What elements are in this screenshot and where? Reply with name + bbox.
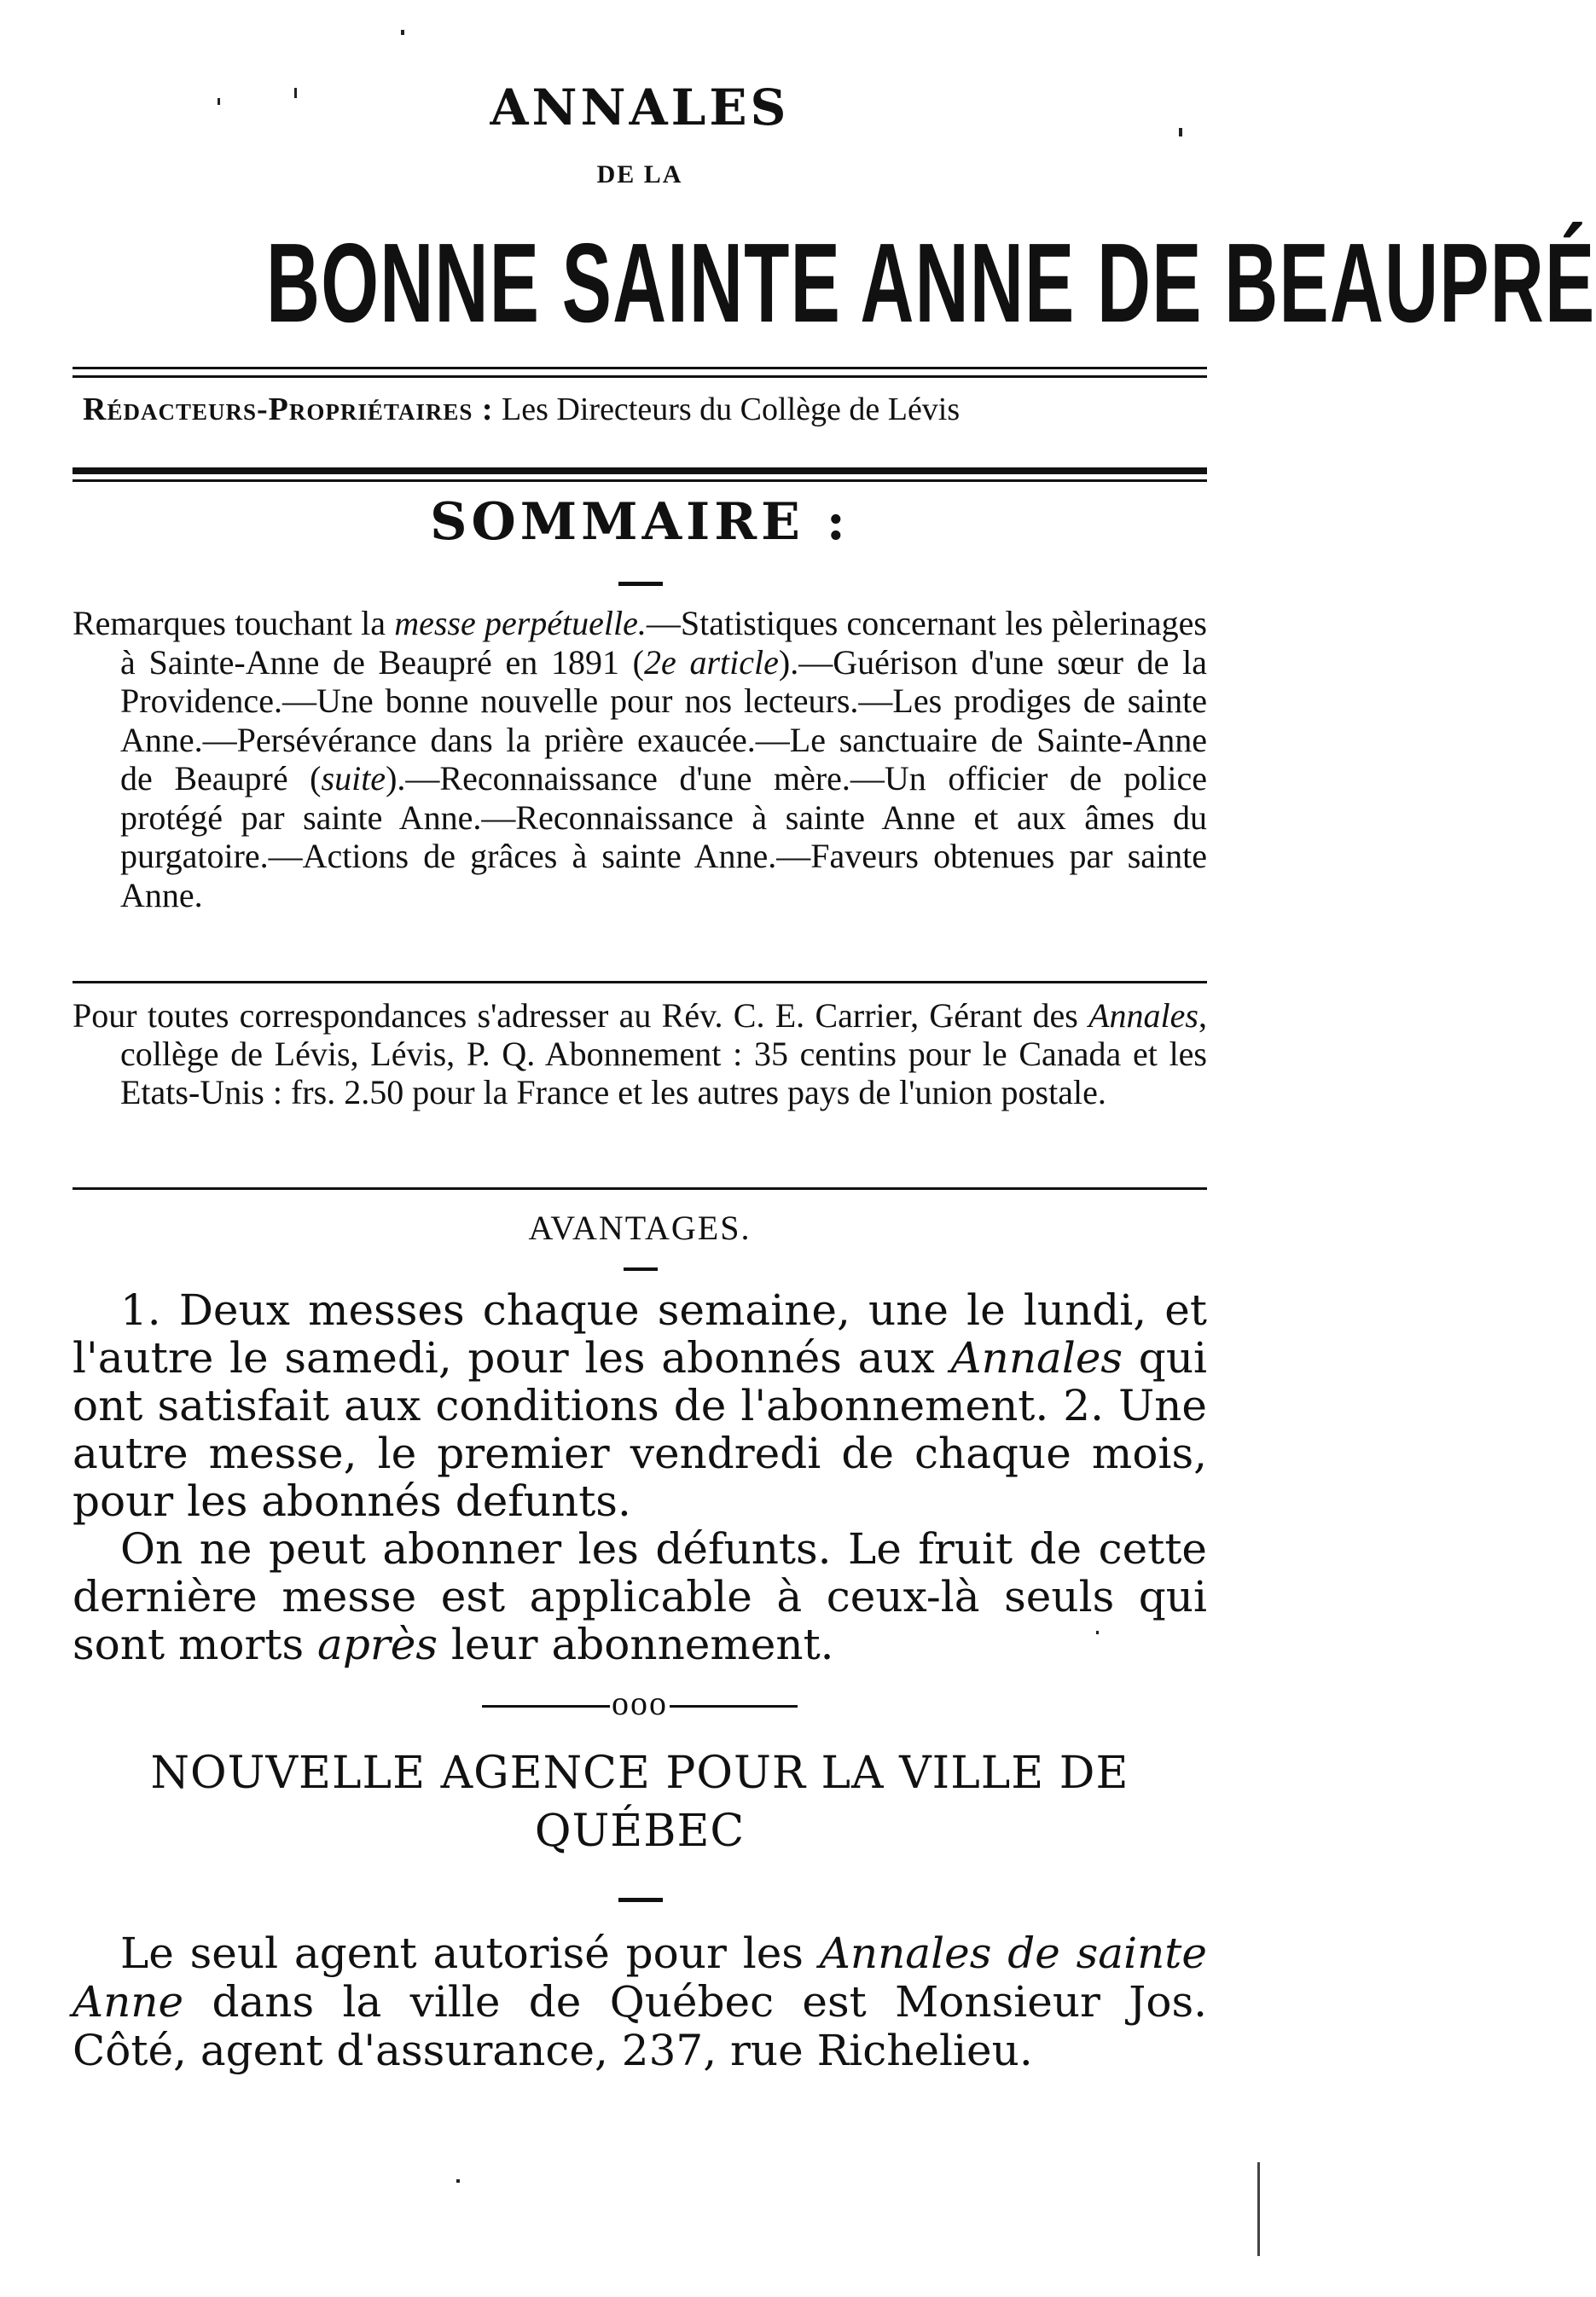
editors-label: Rédacteurs-Propriétaires : xyxy=(83,392,494,427)
speck xyxy=(456,2179,460,2183)
speck xyxy=(218,98,220,105)
speck xyxy=(1257,2162,1260,2256)
sommaire-italic-1: messe perpétuelle. xyxy=(394,604,647,642)
correspondance-text-2: , collège de Lévis, Lévis, P. Q. Abonnement : 35 centins pour le Canada et les Etats-Unis : frs. 2.50 pour la France et les autres pays de l'union postale. xyxy=(120,996,1207,1111)
agence-text-a: Le seul agent autorisé pour les xyxy=(120,1929,820,1978)
sommaire-text-3: ).—Guérison d'une sœur de la Providence.—Une bonne nouvelle pour nos lecteurs.—Les prodiges de sainte Anne.—Persévérance dans la prière exaucée.—Le sanctuaire de Sainte-Anne de Beaupré ( xyxy=(120,642,1207,798)
sommaire-text-4: ).—Reconnaissance d'une mère.—Un officier de police protégé par sainte Anne.—Reconnaissance à sainte Anne et aux âmes du purgatoire.—Actions de grâces à sainte Anne.—Faveurs obtenues par sainte Anne. xyxy=(120,759,1207,914)
agence-title-line-2: QUÉBEC xyxy=(534,1806,746,1857)
avantages-p2-italic: après xyxy=(317,1620,438,1669)
avantages-title: AVANTAGES. xyxy=(528,1209,752,1247)
agence-text-b: dans la ville de Québec est Monsieur Jos. Côté, agent d'assurance, 237, rue Richelieu. xyxy=(73,1977,1207,2075)
correspondance-text-1: Pour toutes correspondances s'adresser au Rév. C. E. Carrier, Gérant des xyxy=(73,996,1089,1035)
agence-italic: Annales de sainte Anne xyxy=(73,1929,1207,2027)
agence-body xyxy=(73,1929,1207,2075)
agence-title xyxy=(73,1744,1207,1860)
avantages-p1-text-a: 1. Deux messes chaque semaine, une le lundi, et l'autre le samedi, pour les abonnés aux xyxy=(73,1285,1207,1383)
sommaire-italic-3: suite xyxy=(321,759,386,798)
avantages-p1-text-b: qui ont satisfait aux conditions de l'abonnement. 2. Une autre messe, le premier vendredi de chaque mois, pour les abonnés defunts. xyxy=(73,1333,1208,1526)
separator-text: ooo xyxy=(612,1684,668,1722)
sommaire-title: SOMMAIRE : xyxy=(430,492,850,552)
agence-dash xyxy=(618,1898,663,1902)
speck xyxy=(1096,1631,1099,1634)
editors-value: Les Directeurs du Collège de Lévis xyxy=(502,392,961,427)
sommaire-text-2: —Statistiques concernant les pèlerinages à Sainte-Anne de Beaupré en 1891 ( xyxy=(120,604,1207,682)
avantages-p1-italic: Annales xyxy=(950,1333,1123,1383)
agence-title-line-1: NOUVELLE AGENCE POUR LA VILLE DE xyxy=(150,1748,1129,1799)
publication-title-de-la: DE LA xyxy=(596,160,683,189)
speck xyxy=(1179,128,1182,136)
speck xyxy=(294,88,297,98)
sommaire-text-1: Remarques touchant la xyxy=(73,604,395,642)
masthead-title: BONNE SAINTE ANNE DE BEAUPRÉ xyxy=(265,220,1596,345)
avantages-p2-text-a: On ne peut abonner les défunts. Le fruit de cette dernière messe est applicable à ceux-là seuls qui sont morts xyxy=(73,1524,1207,1669)
sommaire-italic-2: 2e article xyxy=(644,642,779,682)
correspondance-italic: Annales xyxy=(1088,996,1198,1035)
publication-title-annales: ANNALES xyxy=(490,78,790,136)
agence-section xyxy=(73,0,1596,2090)
speck xyxy=(401,30,404,35)
avantages-p2-text-b: leur abonnement. xyxy=(437,1620,834,1669)
